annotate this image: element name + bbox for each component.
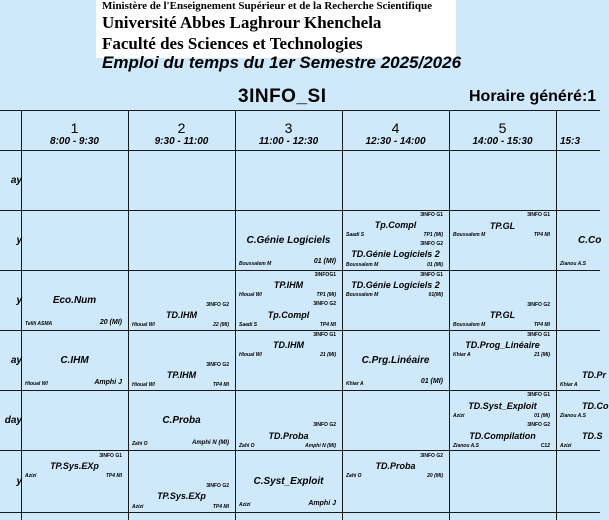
group-tag: 3INFO G2 (313, 422, 336, 428)
teacher-name: Boussalem M (346, 292, 379, 298)
room-name: TP4 MI (212, 504, 229, 510)
teacher-name: Boussalem M (453, 322, 486, 328)
grid-line (0, 150, 600, 151)
teacher-name: Zahi O (346, 473, 362, 479)
session-cell[interactable] (342, 451, 449, 512)
session-cell[interactable] (449, 271, 556, 330)
course-name: C.Génie Logiciels (246, 235, 331, 246)
course-name: TD.Co (582, 401, 609, 411)
day-label: y (16, 295, 22, 306)
group-tag: 3INFO G1 (527, 332, 550, 338)
column-number: 1 (70, 120, 79, 136)
university-line: Université Abbes Laghrour Khenchela (102, 13, 382, 32)
session-cell[interactable] (235, 211, 342, 270)
room-name: Amphi N (MI) (192, 440, 229, 446)
teacher-name: Hioual WI (25, 381, 48, 387)
group-tag: 3INFO G2 (206, 302, 229, 308)
course-name: TP.Sys.EXp (50, 461, 99, 471)
horaire-label: Horaire généré:1 (469, 88, 597, 105)
room-name: Amphi J (308, 500, 336, 507)
day-label: ay (10, 175, 22, 186)
column-number: 2 (177, 120, 186, 136)
room-name: Amphi J (94, 379, 122, 386)
course-name: C.IHM (60, 355, 89, 366)
teacher-name: Zahi O (132, 441, 148, 447)
room-name: Amphi N (MI) (305, 443, 336, 449)
column-number: 3 (284, 120, 293, 136)
column-time: 14:00 - 15:30 (472, 136, 533, 147)
column-time: 11:00 - 12:30 (258, 136, 319, 147)
course-name: TP.Sys.EXp (157, 491, 206, 501)
room-name: TP4 MI (105, 473, 122, 479)
session-cell[interactable] (235, 451, 342, 512)
teacher-name: Tellli ASMA (25, 321, 53, 327)
group-tag: 3INFO G2 (527, 302, 550, 308)
column-time: 12:30 - 14:00 (365, 136, 426, 147)
group-tag: 3INFO G2 (206, 362, 229, 368)
course-name: TD.Prog_Linéaire (465, 340, 540, 350)
teacher-name: Boussalem M (346, 262, 379, 268)
teacher-name: Hioual WI (239, 292, 262, 298)
group-name: 3INFO_SI (238, 86, 327, 107)
schedule-title: Emploi du temps du 1er Semestre 2025/2026 (102, 53, 462, 72)
room-name: C12 (540, 443, 550, 449)
group-tag: 3INFO G2 (527, 422, 550, 428)
column-time: 8:00 - 9:30 (50, 136, 99, 147)
session-cell[interactable] (556, 211, 600, 270)
session-cell[interactable] (449, 331, 556, 390)
room-name: 01 (MI) (313, 258, 336, 265)
teacher-name: Saadi S (346, 232, 365, 238)
day-label: ay (10, 355, 22, 366)
group-tag: 3INFO G2 (206, 483, 229, 489)
column-time: 15:3 (560, 136, 581, 147)
session-cell[interactable] (342, 271, 449, 330)
course-name: TD.Génie Logiciels 2 (351, 280, 440, 290)
group-tag: 3INFO G1 (313, 332, 336, 338)
course-name: Tp.Compl (267, 310, 310, 320)
course-name: TP.GL (489, 310, 516, 320)
teacher-name: Azizi (132, 504, 144, 510)
session-cell[interactable] (235, 391, 342, 450)
room-name: 01 (MI) (420, 378, 443, 385)
group-tag: 3INFO G2 (313, 301, 336, 307)
teacher-name: Zianou A.S (560, 413, 586, 419)
session-cell[interactable] (342, 331, 449, 390)
session-cell[interactable] (21, 451, 128, 512)
group-tag: 3INFO G1 (99, 453, 122, 459)
session-cell[interactable] (21, 331, 128, 390)
teacher-name: Hioual WI (132, 322, 155, 328)
column-number: 5 (498, 120, 507, 136)
session-cell[interactable] (21, 271, 128, 330)
room-name: 01 (MI) (534, 413, 550, 419)
session-cell[interactable] (235, 331, 342, 390)
teacher-name: Saadi S (239, 322, 258, 328)
teacher-name: Zahi O (239, 443, 255, 449)
group-tag: 3INFO G1 (420, 272, 443, 278)
teacher-name: Zianou A.S (560, 261, 586, 267)
teacher-name: Hioual WI (132, 382, 155, 388)
room-name: 20 (MI) (99, 319, 122, 326)
room-name: TP4 MI (212, 382, 229, 388)
teacher-name: Azizi (239, 502, 251, 508)
course-name: TP.IHM (166, 370, 197, 380)
grid-line (0, 512, 600, 513)
course-name: TD.Proba (268, 431, 309, 441)
room-name: TP4 MI (533, 232, 550, 238)
course-name: C.Prg.Linéaire (361, 355, 430, 366)
teacher-name: Khiar A (560, 382, 578, 388)
course-name: TD.IHM (273, 340, 304, 350)
group-tag: 3INFO G1 (527, 212, 550, 218)
session-cell[interactable] (128, 391, 235, 450)
course-name: TD.Compilation (469, 431, 536, 441)
teacher-name: Zianou A.S (453, 443, 479, 449)
teacher-name: Khiar A (453, 352, 471, 358)
ministry-line: Ministère de l'Enseignement Supérieur et de la Recherche Scientifique (102, 0, 432, 12)
room-name: 01 (MI) (427, 262, 443, 268)
session-cell[interactable] (235, 271, 342, 330)
teacher-name: Boussalem M (453, 232, 486, 238)
course-name: TD.IHM (166, 310, 197, 320)
day-label: day (4, 415, 22, 426)
course-name: C.Proba (162, 415, 201, 426)
course-name: Eco.Num (52, 295, 97, 306)
day-label: y (16, 235, 22, 246)
session-cell[interactable] (128, 451, 235, 512)
course-name: TD.Pr (582, 370, 607, 380)
room-name: 21 (MI) (320, 352, 336, 358)
room-name: 01(MI) (428, 292, 443, 298)
course-name: C.Co (578, 235, 602, 246)
course-name: TD.Génie Logiciels 2 (351, 249, 440, 259)
day-label: y (16, 476, 22, 487)
teacher-name: Hioual WI (239, 352, 262, 358)
group-tag: 3INFO G1 (420, 212, 443, 218)
teacher-name: Azizi (453, 413, 465, 419)
room-name: 20 (MI) (427, 473, 443, 479)
room-name: TP1 (MI) (316, 292, 336, 298)
group-tag: 3INFOG1 (314, 272, 336, 278)
room-name: TP1 (MI) (423, 232, 443, 238)
faculty-line: Faculté des Sciences et Technologies (102, 34, 363, 53)
session-cell[interactable] (556, 331, 607, 390)
session-cell[interactable] (449, 211, 556, 270)
room-name: TP4 MI (319, 322, 336, 328)
room-name: TP4 MI (533, 322, 550, 328)
room-name: 22 (MI) (213, 322, 229, 328)
course-name: TP.GL (489, 221, 516, 231)
course-name: TD.Proba (375, 461, 416, 471)
course-name: TD.S (582, 431, 603, 441)
session-cell[interactable] (128, 271, 235, 330)
course-name: Tp.Compl (374, 220, 417, 230)
session-cell[interactable] (342, 211, 449, 270)
course-name: TD.Syst_Exploit (468, 401, 537, 411)
session-cell[interactable] (128, 331, 235, 390)
session-cell[interactable] (556, 391, 609, 450)
session-cell[interactable] (449, 391, 556, 450)
teacher-name: Azizi (560, 443, 572, 449)
column-number: 4 (391, 120, 400, 136)
column-time: 9:30 - 11:00 (154, 136, 209, 147)
group-tag: 3INFO G2 (420, 241, 443, 247)
group-tag: 3INFO G1 (527, 392, 550, 398)
teacher-name: Boussalem M (239, 261, 272, 267)
grid-line (556, 110, 557, 520)
teacher-name: Azizi (25, 473, 37, 479)
grid-line (0, 110, 600, 111)
group-tag: 3INFO G2 (420, 453, 443, 459)
course-name: TP.IHM (273, 280, 304, 290)
room-name: 21 (MI) (534, 352, 550, 358)
course-name: C.Syst_Exploit (253, 476, 324, 487)
teacher-name: Khiar A (346, 381, 364, 387)
